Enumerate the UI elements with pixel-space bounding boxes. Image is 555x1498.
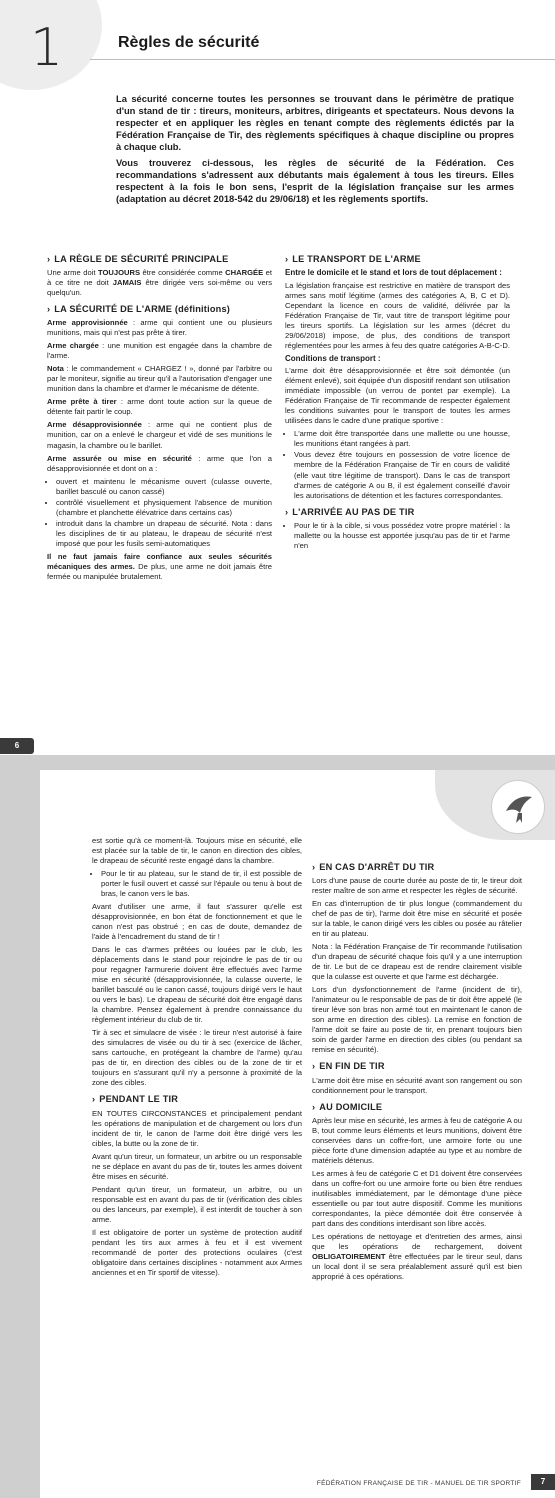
paragraph: En cas d'interruption de tir plus longue (commandement du chef de pas de tir), l'arme doit être mise en sécurité et posée sur la table, le canon dirigé vers les cibles ou posée au râtelier en tir au plateau. bbox=[312, 899, 522, 939]
continued-list bbox=[92, 869, 302, 899]
chevron-right-icon: › bbox=[92, 1094, 96, 1105]
paragraph: Après leur mise en sécurité, les armes à feu de catégorie A ou B, tout comme leurs éléments et leurs munitions, doivent être conservées dans un coffre-fort, une armoire forte ou une pièce forte d'une dimension adaptée au type et au nombre de matériels détenus. bbox=[312, 1115, 522, 1165]
page-footer: FÉDÉRATION FRANÇAISE DE TIR - MANUEL DE TIR SPORTIF bbox=[316, 1480, 521, 1487]
paragraph: Les armes à feu de catégorie C et D1 doivent être conservées dans un coffre-fort ou une armoire forte ou bien être rendues inutilisables immédiatement, par le démontage d'une pièce essentielle ou par tout autre dispositif. Comme les munitions correspondantes, la pièce démontée doit être conservée à part dans des conditions interdisant son libre accès. bbox=[312, 1168, 522, 1228]
section-heading: › EN FIN DE TIR bbox=[312, 1061, 385, 1072]
list-item: • Pour le tir à la cible, si vous possédez votre propre matériel : la mallette ou la housse est apportée jusqu'au pas de tir et l'arme n'en bbox=[294, 521, 510, 551]
left-column bbox=[47, 248, 272, 585]
paragraph: Tir à sec et simulacre de visée : le tireur n'est autorisé à faire des simulacres de visée ou du tir à sec (exercice de lâcher, sans cartouche, en protégeant la chambre de l'arme) qu'au pas de tir, en direction des cibles ou de la zone de tir et toujours en s'assurant qu'il n'y a personne à proximité de la zone des cibles. bbox=[92, 1028, 302, 1088]
arrivee-list bbox=[285, 521, 510, 551]
chapter-title: Règles de sécurité bbox=[118, 34, 260, 51]
paragraph: Nota : la Fédération Française de Tir recommande l'utilisation d'un drapeau de sécurité chaque fois qu'il y a une interruption de tir. Le but de ce drapeau est de rendre clairement visible que la culasse est ouverte et que l'arme est déchargée. bbox=[312, 942, 522, 982]
paragraph: Une arme doit TOUJOURS être considérée comme CHARGÉE et à ce titre ne doit JAMAIS être dirigée vers soi-même ou vers quelqu'un. bbox=[47, 268, 272, 298]
paragraph: Dans le cas d'armes prêtées ou louées par le club, les déplacements dans le stand pour rejoindre le pas de tir ou pour regagner l'armurerie doivent être effectués avec l'arme mise en sécurité (désapprovisionnée, la culasse ouverte, le barillet basculé ou le canon cassé, toujours dirigé vers le haut ou vers le bas). Le drapeau de sécurité doit être engagé dans la chambre. Pensez également à prendre connaissance du règlement intérieur du club de tir. bbox=[92, 945, 302, 1025]
paragraph: L'arme doit être mise en sécurité avant son rangement ou son conditionnement pour le transport. bbox=[312, 1075, 522, 1095]
list-item: • L'arme doit être transportée dans une mallette ou une housse, les munitions étant rangées à part. bbox=[294, 429, 510, 449]
eagle-icon bbox=[492, 781, 544, 833]
paragraph: Les opérations de nettoyage et d'entretien des armes, ainsi que les opérations de rechargement, doivent OBLIGATOIREMENT être effectuées par le tireur seul, dans un local dont il se sera préalablement assuré qu'il est bien approprié à ces opérations. bbox=[312, 1231, 522, 1281]
chevron-right-icon: › bbox=[47, 304, 51, 315]
conditions-list bbox=[285, 429, 510, 500]
right-column bbox=[312, 856, 522, 1285]
list-item: • Pour le tir au plateau, sur le stand de tir, il est possible de porter le fusil ouvert et cassé sur l'épaule ou tenu à bout de bras, le canon vers le bas. bbox=[101, 869, 302, 899]
list-item: • contrôlé visuellement et physiquement l'absence de munition (chambre et planchette élévatrice dans certains cas) bbox=[56, 498, 272, 518]
section-heading: › EN CAS D'ARRÊT DU TIR bbox=[312, 862, 435, 872]
chevron-right-icon: › bbox=[285, 254, 289, 264]
chevron-right-icon: › bbox=[312, 1061, 316, 1072]
page-number: 6 bbox=[0, 738, 34, 754]
section-heading: › AU DOMICILE bbox=[312, 1101, 383, 1112]
chevron-right-icon: › bbox=[312, 862, 316, 872]
intro-paragraph: La sécurité concerne toutes les personnes se trouvant dans le périmètre de pratique d'un stand de tir : tireurs, moniteurs, arbitres, dirigeants et spectateurs. Nous devons la respecter et en appliquer les règles en tenant compte des règlements édictés par la Fédération Française de Tir, des règlements spécifiques à chaque discipline ou propres à chaque club. bbox=[116, 93, 514, 153]
definition: Arme chargée : une munition est engagée dans la chambre de l'arme. bbox=[47, 341, 272, 361]
definition: Nota : le commandement « CHARGEZ ! », donné par l'arbitre ou par le moniteur, signifie au tireur qu'il a l'autorisation d'engager une munition dans la chambre et d'armer le mécanisme de détente. bbox=[47, 364, 272, 394]
paragraph: L'arme doit être désapprovisionnée et être soit démontée (un élément enlevé), soit équipée d'un dispositif rendant son utilisation immédiate impossible (un verrou de pontet par exemple). La Fédération Française de Tir recommande de respecter également les conditions suivantes pour le transport de toutes les armes utilisées dans le cadre d'une pratique sportive : bbox=[285, 366, 510, 426]
page-7 bbox=[40, 770, 555, 1498]
chevron-right-icon: › bbox=[285, 506, 289, 517]
definition: Arme assurée ou mise en sécurité : arme que l'on a désapprovisionnée et dont on a : bbox=[47, 453, 272, 473]
paragraph: Pendant qu'un tireur, un formateur, un arbitre, ou un responsable est en avant du pas de tir (vérification des cibles ou des lanceurs, par exemple), il est interdit de toucher à son arme. bbox=[92, 1184, 302, 1224]
definition-list bbox=[47, 477, 272, 549]
paragraph: Il est obligatoire de porter un système de protection auditif pendant les tirs aux armes à feu et il est vivement recommandé de porter des protections oculaires (c'est obligatoire dans certaines disciplines - notamment aux Armes anciennes et en Tir sportif de vitesse). bbox=[92, 1227, 302, 1277]
title-divider bbox=[90, 59, 555, 60]
chapter-number: 1 bbox=[30, 18, 64, 78]
paragraph: Lors d'un dysfonctionnement de l'arme (incident de tir), l'animateur ou le responsable de pas de tir doit être appelé (le tireur lève son bras non armé tout en maintenant le canon de son arme en direction des cibles). La remise en fonction de l'arme doit se faire au poste de tir, en prenant toujours bien soin de garder l'arme en direction des cibles (ou pendant sa remise en sécurité). bbox=[312, 985, 522, 1055]
paragraph: Avant d'utiliser une arme, il faut s'assurer qu'elle est désapprovisionnée, en bon état de fonctionnement et que le canon n'est pas obstrué ; en cas de doute, demandez de l'aide à l'encadrement du stand de tir ! bbox=[92, 902, 302, 942]
chapter-badge bbox=[0, 0, 102, 90]
right-column bbox=[285, 248, 510, 554]
paragraph: Il ne faut jamais faire confiance aux seules sécurités mécaniques des armes. De plus, une arme ne doit jamais être fermée ou manipulée brutalement. bbox=[47, 551, 272, 581]
left-column bbox=[92, 836, 302, 1281]
definition: Arme désapprovisionnée : arme qui ne contient plus de munition, car on a enlevé le chargeur et vidé de ses munitions le magasin, la chambre ou le barillet. bbox=[47, 420, 273, 450]
intro-paragraph: Vous trouverez ci-dessous, les règles de sécurité de la Fédération. Ces recommandations s'adressent aux débutants mais également à tous les tireurs. Elles respectent à la fois le bon sens, l'esprit de la législation française sur les armes (adaptation au décret 2018-542 du 29/06/18) et les règlements sportifs. bbox=[116, 157, 514, 205]
subheading: Conditions de transport : bbox=[285, 353, 381, 363]
list-item: • introduit dans la chambre un drapeau de sécurité. Nota : dans les disciplines de tir au plateau, le drapeau de sécurité n'est imposé que pour les fusils semi-automatiques bbox=[56, 519, 272, 549]
paragraph: est sortie qu'à ce moment-là. Toujours mise en sécurité, elle est placée sur la table de tir, le canon en direction des cibles, le drapeau de sécurité reste engagé dans la chambre. bbox=[92, 836, 302, 866]
section-heading: › L'ARRIVÉE AU PAS DE TIR bbox=[285, 506, 415, 517]
paragraph: La législation française est restrictive en matière de transport des armes sans motif légitime (armes des catégories A, B, C et D). Cependant la licence en cours de validité, délivrée par la Fédération Française de Tir, vaut titre de transport légitime pour les tireurs sportifs. La législation sur les armes (décret du 29/06/2018) impose, de plus, des conditions de transport réglementées pour les armes à feu des quatre catégories A-B-C-D. bbox=[285, 280, 510, 350]
chevron-right-icon: › bbox=[312, 1101, 316, 1112]
page-number: 7 bbox=[531, 1474, 555, 1490]
definition: Arme approvisionnée : arme qui contient une ou plusieurs munitions, mais qui n'est pas prête à tirer. bbox=[47, 318, 272, 338]
definition: Arme prête à tirer : arme dont toute action sur la queue de détente fait partir le coup. bbox=[47, 397, 272, 417]
section-heading: › PENDANT LE TIR bbox=[92, 1094, 179, 1105]
list-item: • ouvert et maintenu le mécanisme ouvert (culasse ouverte, barillet basculé ou canon cassé) bbox=[56, 477, 272, 497]
paragraph: Lors d'une pause de courte durée au poste de tir, le tireur doit rester maître de son arme et respecter les règles de sécurité. bbox=[312, 876, 522, 896]
chevron-right-icon: › bbox=[47, 254, 51, 264]
intro-text bbox=[116, 93, 514, 209]
section-heading: › LE TRANSPORT DE L'ARME bbox=[285, 254, 421, 264]
section-heading: › LA RÈGLE DE SÉCURITÉ PRINCIPALE bbox=[47, 254, 229, 264]
paragraph: EN TOUTES CIRCONSTANCES et principalement pendant les opérations de manipulation et de chargement ou lors d'un incident de tir, le canon de l'arme doit être dirigé vers les cibles, la butte ou la zone de tir. bbox=[92, 1108, 302, 1148]
paragraph: Avant qu'un tireur, un formateur, un arbitre ou un responsable ne se déplace en avant du pas de tir, toutes les armes doivent être mises en sécurité. bbox=[92, 1151, 302, 1181]
subheading: Entre le domicile et le stand et lors de tout déplacement : bbox=[285, 268, 502, 278]
section-heading: › LA SÉCURITÉ DE L'ARME (définitions) bbox=[47, 304, 231, 315]
list-item: • Vous devez être toujours en possession de votre licence de membre de la Fédération Française de Tir en cours de validité (elle vaut titre légitime de transport). Dans le cas de transport d'armes de catégorie A ou B, il est également conseillé d'avoir les autorisations de détention et les factures correspondantes. bbox=[294, 450, 510, 500]
federation-logo-icon bbox=[491, 780, 545, 834]
